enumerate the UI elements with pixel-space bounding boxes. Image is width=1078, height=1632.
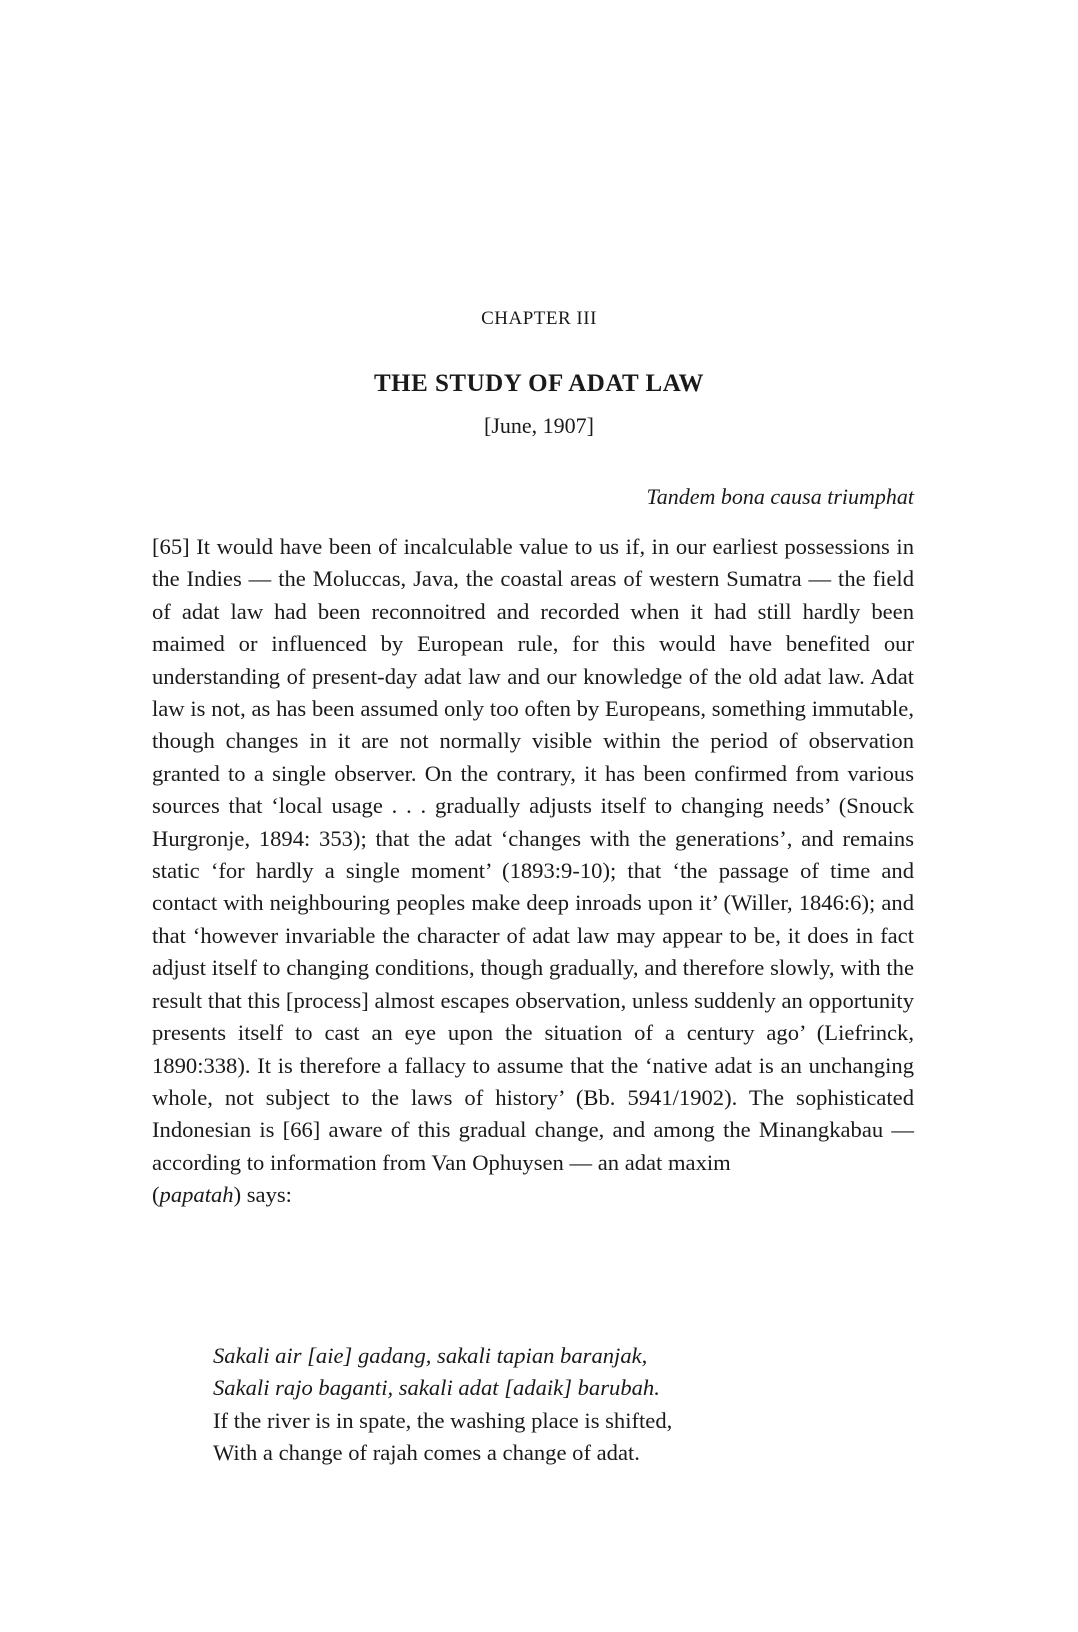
chapter-title: THE STUDY OF ADAT LAW — [373, 370, 704, 397]
chapter-label: CHAPTER III — [481, 308, 597, 329]
paragraph-open-paren: ( — [152, 1182, 160, 1208]
verse-line-1: Sakali air [aie] gadang, sakali tapian baranjak, — [213, 1343, 648, 1368]
verse-line-4: With a change of rajah comes a change of adat. — [213, 1440, 640, 1466]
paragraph-tail: ) says: — [233, 1182, 292, 1208]
chapter-date: [June, 1907] — [484, 413, 594, 438]
body-paragraph — [152, 531, 914, 1212]
body-text — [152, 531, 914, 1212]
verse-line-3: If the river is in spate, the washing place is shifted, — [213, 1407, 673, 1433]
paragraph-text: [65] It would have been of incalculable value to us if, in our earliest possessions in the Indies — the Moluccas, Java, the coastal areas of western Sumatra — the field of adat law had been reconnoitred and recorded when it had still hardly been maimed or influenced by European rule, for this would have benefited our understanding of present-day adat law and our knowledge of the old adat law. Adat law is not, as has been assumed only too often by Europeans, something immutable, though changes in it are not normally visible within the period of observation granted to a single observer. On the contrary, it has been confirmed from various sources that ‘local usage . . . gradually adjusts itself to changing needs’ (Snouck Hurgronje, 1894: 353); that the adat ‘changes with the generations’, and remains static ‘for hardly a single moment’ (1893:9-10); that ‘the passage of time and contact with neighbouring peoples make deep inroads upon it’ (Willer, 1846:6); and that ‘however invariable the character of adat law may appear to be, it does in fact adjust itself to changing conditions, though gradually, and therefore slowly, with the result that this [process] almost escapes observation, unless suddenly an opportunity presents itself to cast an eye upon the situation of a century ago’ (Liefrinck, 1890:338). It is therefore a fallacy to assume that the ‘native adat is an unchanging whole, not subject to the laws of history’ (Bb. 5941/1902). The sophisticated Indonesian is [66] aware of this gradual change, and among the Minangkabau — according to information from Van Ophuysen — an adat maxim — [152, 534, 914, 1175]
epigraph: Tandem bona causa triumphat — [646, 484, 914, 509]
verse-line-2: Sakali rajo baganti, sakali adat [adaik] barubah. — [213, 1375, 660, 1401]
adat-maxim-verse — [213, 1340, 913, 1470]
papatah-term: papatah — [159, 1182, 234, 1208]
